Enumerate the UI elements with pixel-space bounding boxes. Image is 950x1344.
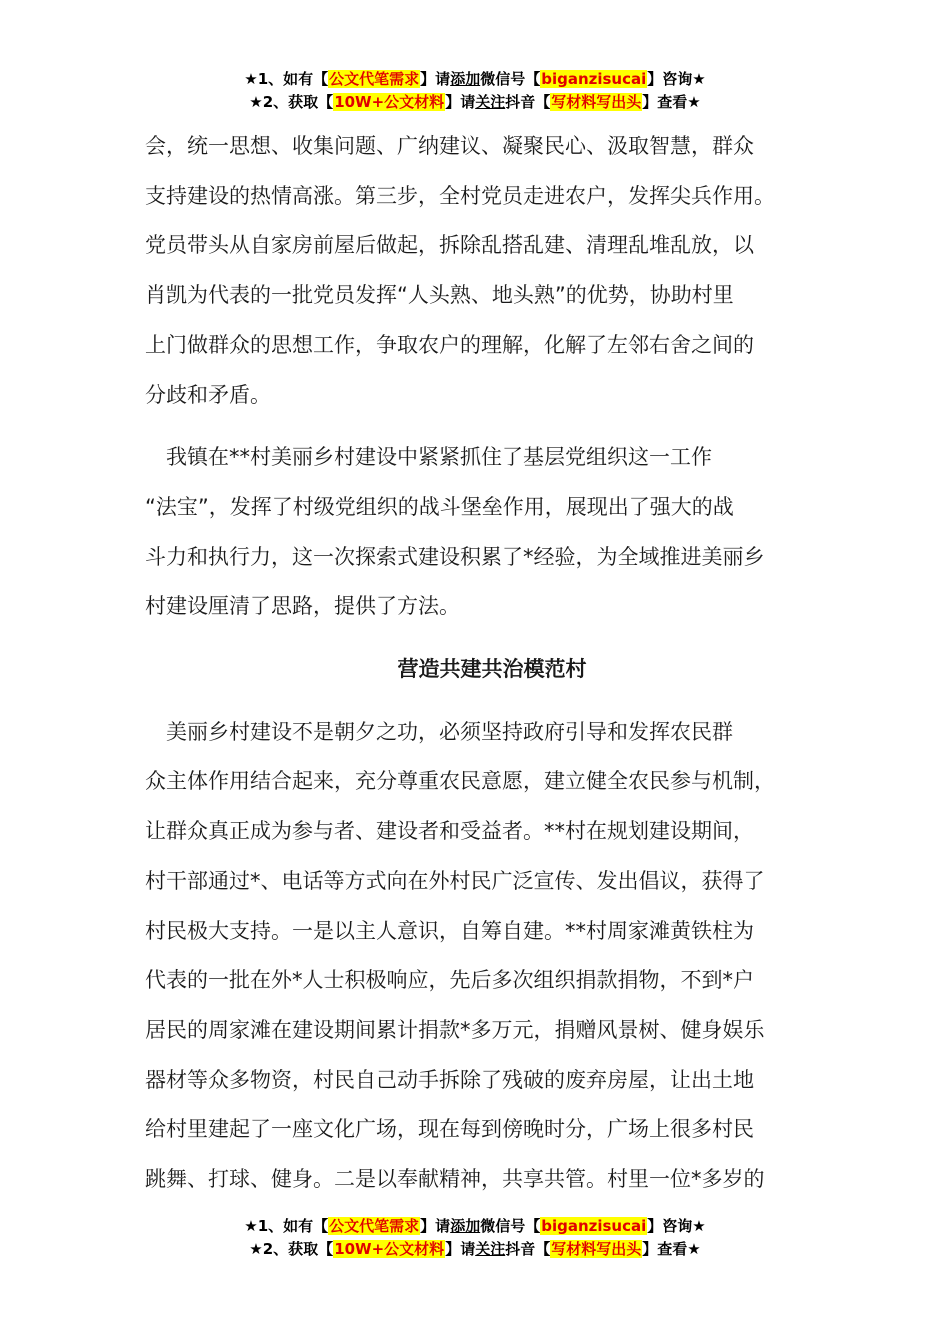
text-line: 跳舞、打球、健身。二是以奉献精神，共享共管。村里一位*多岁的 [145,1167,765,1192]
text-line: “法宝”，发挥了村级党组织的战斗堡垒作用，展现出了强大的战 [145,494,734,519]
text-line: 代表的一批在外*人士积极响应，先后多次组织捐款捐物，不到*户 [145,968,754,993]
banner-underline: 关注 [475,93,506,111]
banner-text: 微信号【 [480,1217,541,1235]
banner-underline: 关注 [475,1240,506,1258]
text-line: 给村里建起了一座文化广场，现在每到傍晚时分，广场上很多村民 [145,1117,754,1142]
text-line: 分歧和矛盾。 [145,382,271,407]
section-heading: 营造共建共治模范村 [397,657,587,682]
text-line: 会，统一思想、收集问题、广纳建议、凝聚民心、汲取智慧，群众 [145,134,754,158]
footer-banner [0,1215,950,1261]
text-line: 美丽乡村建设不是朝夕之功，必须坚持政府引导和发挥农民群 [145,719,733,744]
banner-text: ★2、获取【 [249,93,334,111]
banner-text: 微信号【 [480,70,541,88]
text-line: 上门做群众的思想工作，争取农户的理解，化解了左邻右舍之间的 [145,332,754,357]
banner-text: 】咨询★ [647,70,706,88]
banner-highlight: biganzisucai [541,1217,647,1235]
banner-line-2 [0,1238,950,1261]
banner-text: 抖音【 [505,1240,551,1258]
text-line: 器材等众多物资，村民自己动手拆除了残破的废弃房屋，让出土地 [145,1067,754,1092]
banner-highlight: 写材料写出头 [551,1240,642,1258]
banner-highlight: 公文代笔需求 [329,1217,420,1235]
text-line: 让群众真正成为参与者、建设者和受益者。**村在规划建设期间， [145,819,754,844]
banner-line-1 [0,1215,950,1238]
banner-underline: 添加 [450,1217,481,1235]
text-line: 支持建设的热情高涨。第三步，全村党员走进农户，发挥尖兵作用。 [145,183,775,208]
text-line: 村民极大支持。一是以主人意识，自筹自建。**村周家滩黄铁柱为 [145,918,754,943]
banner-highlight: 公文代笔需求 [329,70,420,88]
banner-line-1 [0,68,950,91]
paragraph-1 [145,122,825,420]
header-banner [0,68,950,114]
banner-text: 】请 [445,1240,476,1258]
paragraph-gap [145,695,825,708]
banner-text: ★1、如有【 [244,1217,329,1235]
text-line: 众主体作用结合起来，充分尊重农民意愿，建立健全农民参与机制， [145,769,775,794]
banner-text: 】查看★ [642,1240,701,1258]
text-line: 党员带头从自家房前屋后做起，拆除乱搭乱建、清理乱堆乱放，以 [145,233,754,258]
text-line: 斗力和执行力，这一次探索式建设积累了*经验，为全域推进美丽乡 [145,544,765,569]
banner-highlight: 写材料写出头 [551,93,642,111]
banner-text: ★2、获取【 [249,1240,334,1258]
banner-text: 】请 [420,1217,451,1235]
text-line: 我镇在**村美丽乡村建设中紧紧抓住了基层党组织这一工作 [145,445,712,470]
banner-text: ★1、如有【 [244,70,329,88]
banner-underline: 添加 [450,70,481,88]
banner-highlight: 10W+公文材料 [334,1240,445,1258]
paragraph-gap [145,420,825,433]
paragraph-2 [145,433,825,632]
banner-highlight: 10W+公文材料 [334,93,445,111]
banner-text: 抖音【 [505,93,551,111]
banner-text: 】咨询★ [647,1217,706,1235]
paragraph-gap [145,632,825,645]
banner-text: 】请 [445,93,476,111]
text-line: 肖凯为代表的一批党员发挥“人头熟、地头熟”的优势，协助村里 [145,283,734,308]
text-line: 村干部通过*、电话等方式向在外村民广泛宣传、发出倡议，获得了 [145,868,765,893]
banner-line-2 [0,91,950,114]
paragraph-3 [145,708,825,1205]
text-line: 居民的周家滩在建设期间累计捐款*多万元，捐赠风景树、健身娱乐 [145,1017,765,1042]
banner-highlight: biganzisucai [541,70,647,88]
banner-text: 】查看★ [642,93,701,111]
text-line: 村建设厘清了思路，提供了方法。 [145,594,460,619]
banner-text: 】请 [420,70,451,88]
document-body [145,122,825,1205]
